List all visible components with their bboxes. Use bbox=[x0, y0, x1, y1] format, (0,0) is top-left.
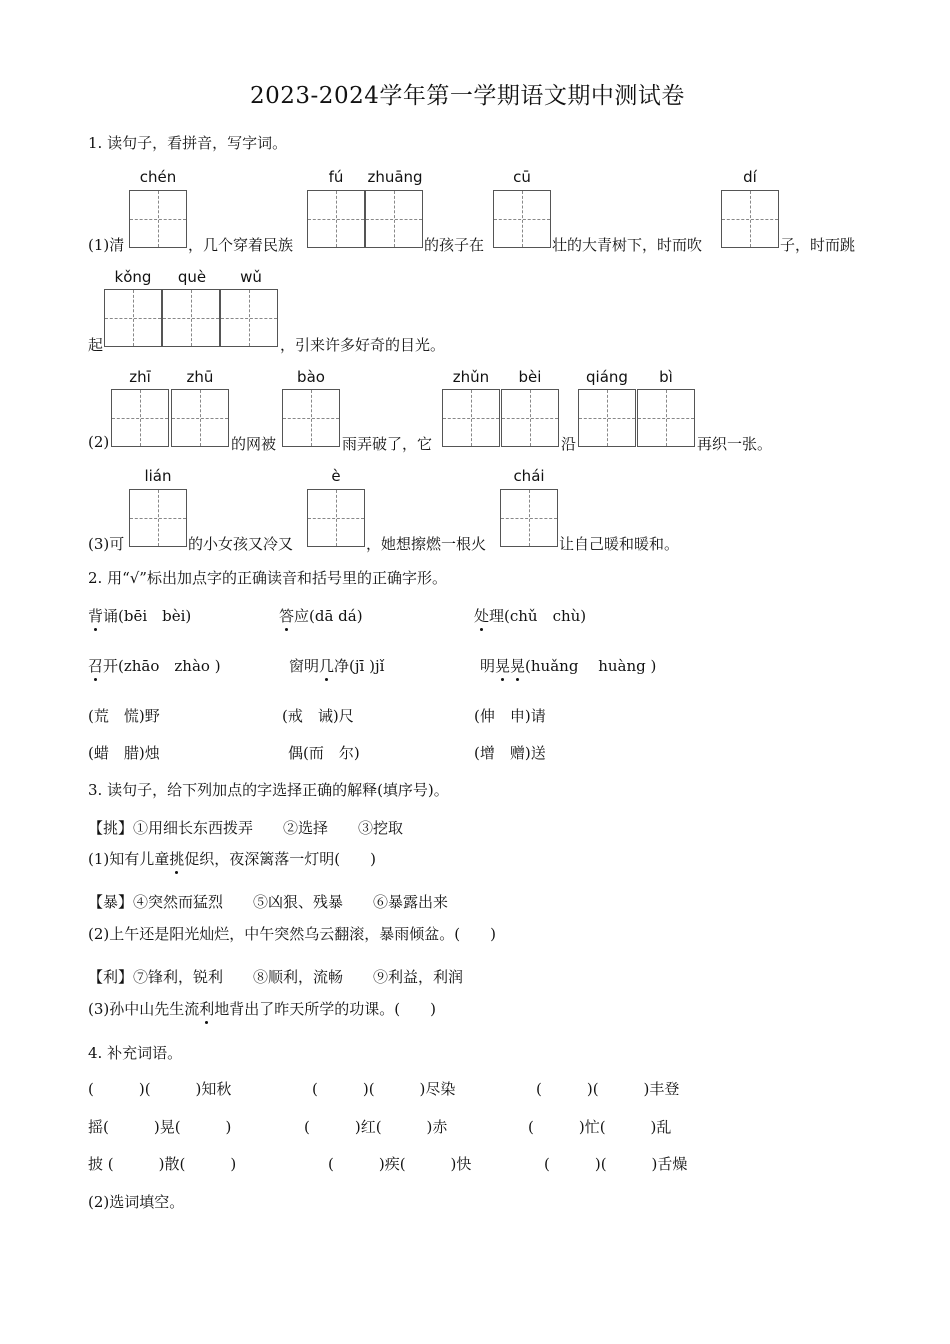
writing-box[interactable] bbox=[162, 289, 220, 347]
sentence-text: (1)清 bbox=[88, 236, 125, 254]
idiom-fill: ( )疾( )快 bbox=[328, 1155, 472, 1173]
sentence-text: ，她想擦燃一根火 bbox=[366, 535, 487, 553]
writing-box[interactable] bbox=[129, 489, 187, 547]
q1-heading: 1. 读句子，看拼音，写字词。 bbox=[88, 134, 288, 152]
pinyin: qiáng bbox=[586, 368, 628, 386]
glyph-choice: (戒 诫)尺 bbox=[282, 707, 354, 725]
pinyin: bèi bbox=[518, 368, 542, 386]
glyph-choice: (伸 申)请 bbox=[474, 707, 546, 725]
idiom-fill: ( )( )尽染 bbox=[312, 1080, 456, 1098]
writing-box[interactable] bbox=[500, 489, 558, 547]
page-title: 2023-2024学年第一学期语文期中测试卷 bbox=[250, 83, 685, 109]
sentence-text: 的小女孩又冷又 bbox=[188, 535, 294, 553]
pinyin: bào bbox=[297, 368, 325, 386]
pinyin: chén bbox=[139, 168, 177, 186]
sentence-text: 子，时而跳 bbox=[780, 236, 856, 254]
idiom-fill: ( )( )舌燥 bbox=[544, 1155, 688, 1173]
writing-box[interactable] bbox=[171, 389, 229, 447]
pinyin: zhuāng bbox=[367, 168, 423, 186]
pinyin: què bbox=[177, 268, 207, 286]
idiom-fill: ( )( )丰登 bbox=[536, 1080, 680, 1098]
idiom-fill: 披 ( )散( ) bbox=[88, 1155, 237, 1173]
pronunciation-item: 召开(zhāo zhào ) bbox=[88, 657, 221, 675]
writing-box[interactable] bbox=[501, 389, 559, 447]
writing-box[interactable] bbox=[220, 289, 278, 347]
sentence-text: ，引来许多好奇的目光。 bbox=[280, 336, 446, 354]
sentence-text: 让自己暖和暖和。 bbox=[559, 535, 680, 553]
pronunciation-item: 处理(chǔ chù) bbox=[474, 607, 587, 625]
sentence-text: 壮的大青树下，时而吹 bbox=[552, 236, 703, 254]
definition-key: 【暴】④突然而猛烈 ⑤凶狠、残暴 ⑥暴露出来 bbox=[88, 893, 449, 911]
idiom-fill: ( )( )知秋 bbox=[88, 1080, 232, 1098]
writing-box[interactable] bbox=[365, 190, 423, 248]
glyph-choice: (增 赠)送 bbox=[474, 744, 546, 762]
sentence-text: 雨弄破了，它 bbox=[342, 435, 433, 453]
pinyin: cū bbox=[513, 168, 531, 186]
definition-key: 【利】⑦锋利，锐利 ⑧顺利，流畅 ⑨利益，利润 bbox=[88, 968, 464, 986]
q3-sentence: (1)知有儿童挑促织，夜深篱落一灯明( ) bbox=[88, 850, 376, 868]
pinyin: lián bbox=[144, 467, 172, 485]
q3-sentence: (3)孙中山先生流利地背出了昨天所学的功课。( ) bbox=[88, 1000, 436, 1018]
definition-key: 【挑】①用细长东西拨弄 ②选择 ③挖取 bbox=[88, 819, 404, 837]
q2-heading: 2. 用“√”标出加点字的正确读音和括号里的正确字形。 bbox=[88, 569, 447, 587]
writing-box[interactable] bbox=[111, 389, 169, 447]
writing-box[interactable] bbox=[282, 389, 340, 447]
q3-heading: 3. 读句子，给下列加点的字选择正确的解释(填序号)。 bbox=[88, 781, 449, 799]
pinyin: kǒng bbox=[114, 268, 152, 286]
writing-box[interactable] bbox=[307, 489, 365, 547]
glyph-choice: 偶(而 尔) bbox=[288, 744, 360, 762]
sentence-text: 的网被 bbox=[231, 435, 277, 453]
pinyin: wǔ bbox=[240, 268, 262, 286]
pronunciation-item: 窗明几净(jī )jǐ bbox=[289, 657, 385, 675]
idiom-fill: ( )红( )赤 bbox=[304, 1118, 448, 1136]
sentence-text: 的孩子在 bbox=[424, 236, 485, 254]
pinyin: bì bbox=[659, 368, 673, 386]
writing-box[interactable] bbox=[442, 389, 500, 447]
idiom-fill: ( )忙( )乱 bbox=[528, 1118, 672, 1136]
pinyin: chái bbox=[513, 467, 545, 485]
q4-subheading: (2)选词填空。 bbox=[88, 1193, 185, 1211]
pinyin: fú bbox=[328, 168, 344, 186]
sentence-text: ，几个穿着民族 bbox=[188, 236, 294, 254]
pronunciation-item: 背诵(bēi bèi) bbox=[88, 607, 192, 625]
pronunciation-item: 答应(dā dá) bbox=[279, 607, 363, 625]
q4-heading: 4. 补充词语。 bbox=[88, 1044, 183, 1062]
writing-box[interactable] bbox=[493, 190, 551, 248]
writing-box[interactable] bbox=[721, 190, 779, 248]
glyph-choice: (蜡 腊)烛 bbox=[88, 744, 160, 762]
q3-sentence: (2)上午还是阳光灿烂，中午突然乌云翻滚，暴雨倾盆。( ) bbox=[88, 925, 496, 943]
sentence-text: (3)可 bbox=[88, 535, 125, 553]
pinyin: zhǔn bbox=[452, 368, 490, 386]
pinyin: zhū bbox=[186, 368, 214, 386]
sentence-text: (2) bbox=[88, 433, 110, 451]
idiom-fill: 摇( )晃( ) bbox=[88, 1118, 232, 1136]
writing-box[interactable] bbox=[104, 289, 162, 347]
pinyin: è bbox=[331, 467, 341, 485]
sentence-text: 起 bbox=[88, 336, 104, 354]
pronunciation-item: 明晃晃(huǎng huàng ) bbox=[480, 657, 657, 675]
sentence-text: 再织一张。 bbox=[697, 435, 773, 453]
glyph-choice: (荒 慌)野 bbox=[88, 707, 160, 725]
writing-box[interactable] bbox=[129, 190, 187, 248]
pinyin: dí bbox=[743, 168, 757, 186]
pinyin: zhī bbox=[129, 368, 151, 386]
writing-box[interactable] bbox=[307, 190, 365, 248]
writing-box[interactable] bbox=[637, 389, 695, 447]
writing-box[interactable] bbox=[578, 389, 636, 447]
sentence-text: 沿 bbox=[561, 435, 577, 453]
